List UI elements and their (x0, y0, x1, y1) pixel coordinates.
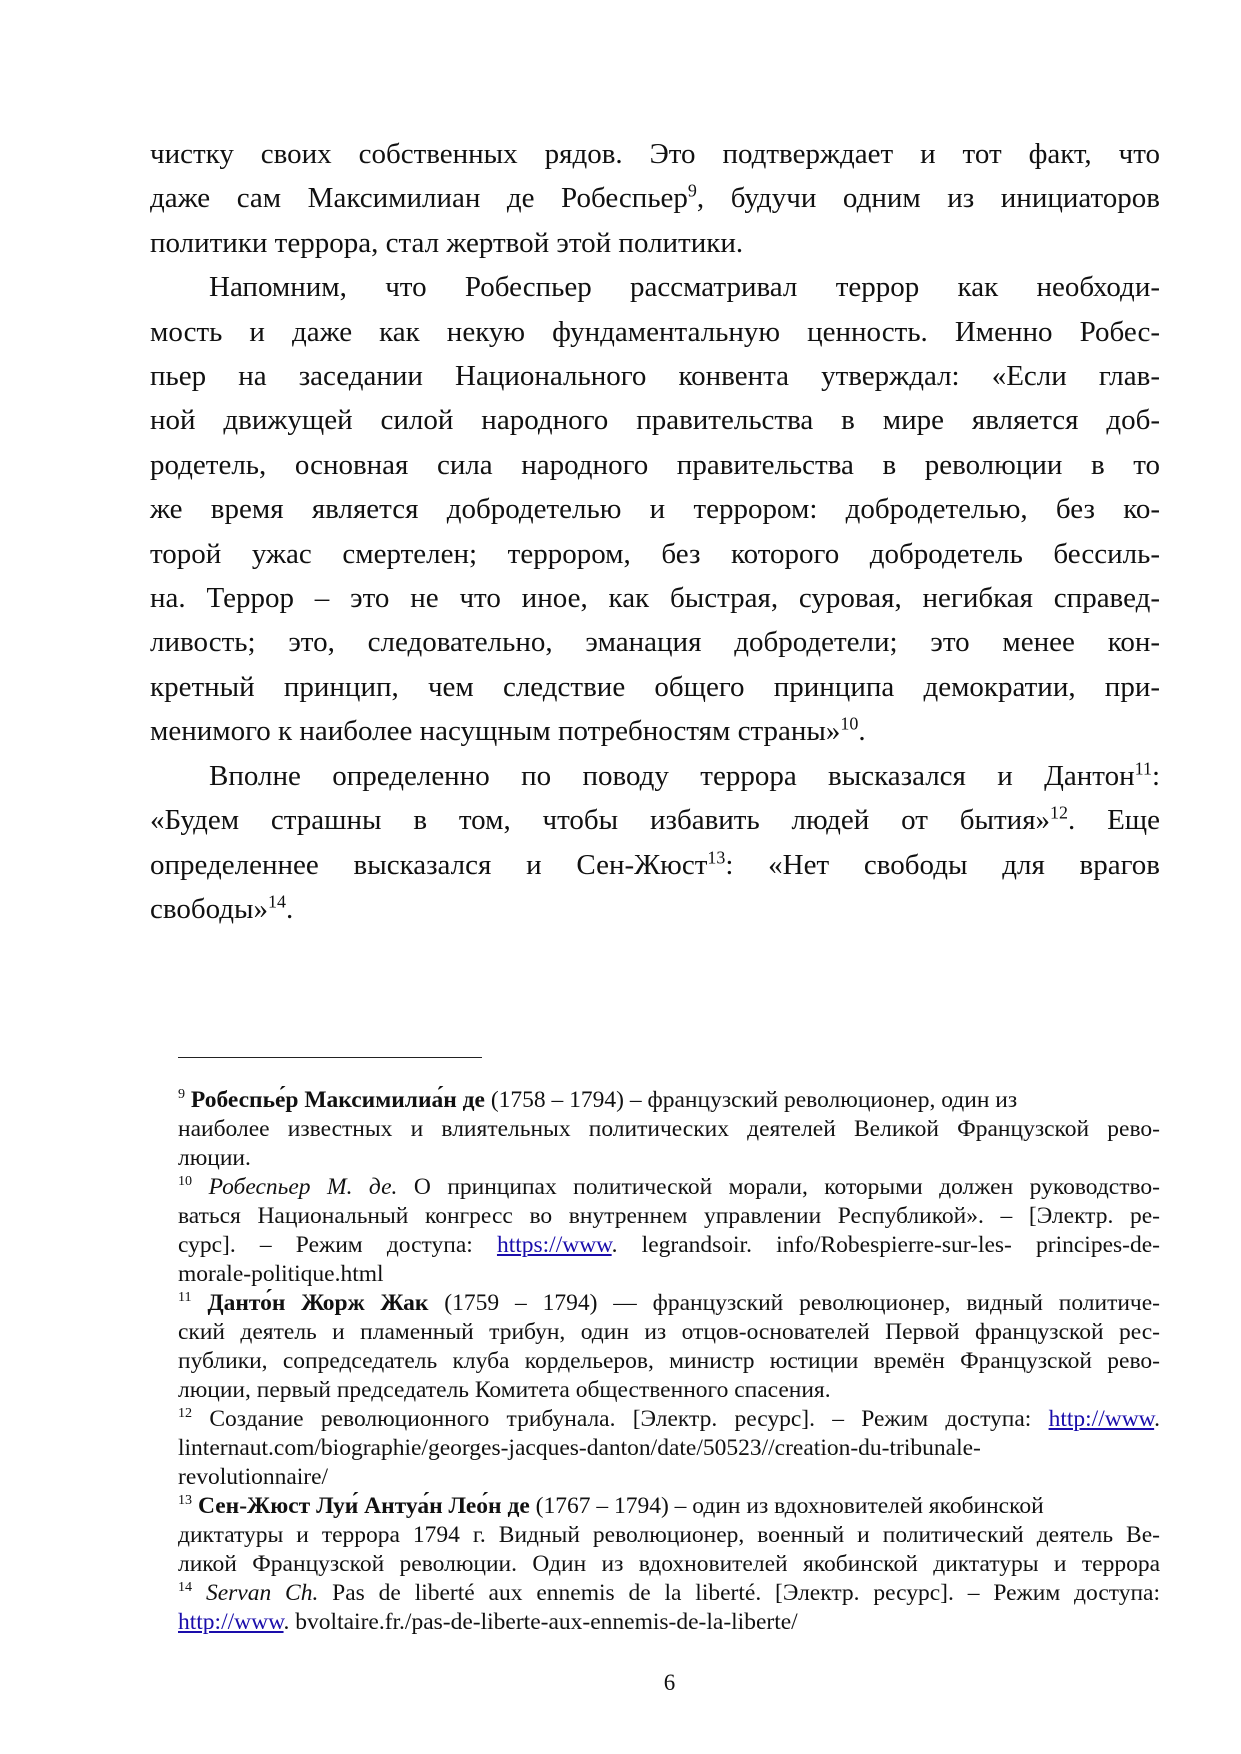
text-run: О принципах политической морали, которыми должен руководство- (397, 1174, 1161, 1200)
footnote-line (178, 1202, 1160, 1231)
footnote-ref: 11 (1134, 758, 1152, 779)
text-run (192, 1580, 206, 1606)
text-run: кретный принцип, чем следствие общего принципа демократии, при- (150, 670, 1160, 703)
text-run: люции, первый председатель Комитета общественного спасения. (178, 1377, 831, 1403)
text-run: ваться Национальный конгресс во внутреннем управлении Республикой». – [Электр. ре- (178, 1203, 1160, 1229)
footnote-ref: 13 (178, 1492, 193, 1509)
text-run: Напомним, что Робеспьер рассматривал террор как необходи- (209, 271, 1160, 304)
text-run: торой ужас смертелен; террором, без которого добродетель бессиль- (150, 537, 1160, 570)
italic-author: Робеспьер М. де. (208, 1174, 398, 1200)
text-line (150, 221, 1160, 265)
text-run: Pas de liberté aux ennemis de la liberté. [Электр. ресурс]. – Режим доступа: (318, 1580, 1161, 1606)
text-line (150, 487, 1160, 531)
text-run: диктатуры и террора 1794 г. Видный революционер, военный и политический деятель Ве- (178, 1522, 1160, 1548)
text-run: ский деятель и пламенный трибун, один из отцов-основателей Первой французской рес- (178, 1319, 1160, 1345)
footnote-separator (178, 1057, 482, 1058)
text-run: ной движущей силой народного правительства в мире является доб- (150, 404, 1160, 437)
footnote-line (178, 1347, 1160, 1376)
text-run: свободы» (150, 892, 269, 925)
text-line (150, 398, 1160, 442)
bold-name: Робеспье́р Максимилиа́н де (190, 1087, 485, 1113)
italic-author: Servan Ch. (205, 1580, 319, 1606)
text-line (150, 310, 1160, 354)
text-run: (1758 – 1794) – французский революционер, один из (484, 1087, 1018, 1113)
text-run: revolutionnaire/ (178, 1464, 329, 1490)
text-run: . legrandsoir. info/Robespierre-sur-les- principes-de- (611, 1232, 1160, 1258)
footnote-ref: 9 (178, 1086, 186, 1103)
text-run: Создание революционного трибунала. [Электр. ресурс]. – Режим доступа: (192, 1406, 1049, 1432)
footnote-line (178, 1318, 1160, 1347)
footnote-ref: 13 (707, 846, 726, 867)
text-run: . bvoltaire.fr./pas-de-liberte-aux-ennemis-de-la-liberte/ (283, 1609, 798, 1635)
text-run: люции. (178, 1145, 251, 1171)
footnote-ref: 10 (840, 713, 859, 734)
text-run: ликой Французской революции. Один из вдохновителей якобинской диктатуры и террора (178, 1551, 1160, 1577)
text-run: пьер на заседании Национального конвента утверждал: «Если глав- (150, 360, 1160, 393)
text-line (150, 576, 1160, 620)
footnote-line (178, 1550, 1160, 1579)
text-run: (1767 – 1794) – один из вдохновителей якобинской (529, 1493, 1044, 1519)
text-run: политики террора, стал жертвой этой политики. (150, 226, 744, 259)
text-run: родетель, основная сила народного правительства в революции в то (150, 448, 1160, 481)
footnote-line (178, 1144, 1160, 1173)
footnote-ref: 12 (1050, 802, 1068, 823)
text-run: , будучи одним из инициаторов (696, 182, 1160, 215)
footnote-line (178, 1086, 1160, 1115)
text-run: публики, сопредседатель клуба кордельеров, министр юстиции времён Французской рево- (178, 1348, 1160, 1374)
footnote-ref: 11 (178, 1289, 192, 1306)
footnote-line (178, 1579, 1160, 1608)
text-run: сурс]. – Режим доступа: (178, 1232, 497, 1258)
footnote-line (178, 1608, 1160, 1637)
footnote-ref: 10 (178, 1173, 193, 1190)
text-line (150, 754, 1160, 798)
text-run: morale-politique.html (178, 1261, 384, 1287)
footnote-line (178, 1173, 1160, 1202)
text-run: «Будем страшны в том, чтобы избавить людей от бытия» (150, 804, 1051, 837)
text-run: же время является добродетелью и террором: добродетелью, без ко- (150, 493, 1160, 526)
bold-name: Сен-Жюст Луи́ Антуа́н Лео́н де (197, 1493, 530, 1519)
footnote-line (178, 1231, 1160, 1260)
footnote-line (178, 1405, 1160, 1434)
text-line (150, 443, 1160, 487)
footnote-line (178, 1463, 1160, 1492)
text-line (150, 265, 1160, 309)
text-line (150, 354, 1160, 398)
text-run: на. Террор – это не что иное, как быстрая, суровая, негибкая справед- (150, 582, 1160, 615)
text-line (150, 665, 1160, 709)
text-run: менимого к наиболее насущным потребностям страны» (150, 715, 841, 748)
text-run (192, 1290, 208, 1316)
text-run: . Еще (1068, 804, 1160, 837)
footnote-line (178, 1492, 1160, 1521)
text-run: linternaut.com/biographie/georges-jacques-danton/date/50523//creation-du-tribunale- (178, 1435, 981, 1461)
link[interactable]: http://www (1048, 1406, 1155, 1432)
text-line (150, 887, 1160, 931)
footnote-line (178, 1376, 1160, 1405)
text-run: мость и даже как некую фундаментальную ценность. Именно Робес- (150, 315, 1160, 348)
text-run: чистку своих собственных рядов. Это подтверждает и тот факт, что (150, 138, 1160, 170)
link[interactable]: https://www (496, 1232, 612, 1258)
text-run: : «Нет свободы для врагов (725, 848, 1160, 881)
text-run (192, 1174, 208, 1200)
bold-name: Данто́н Жорж Жак (207, 1290, 429, 1316)
text-run: наиболее известных и влиятельных политических деятелей Великой Французской рево- (178, 1116, 1160, 1142)
footnote-line (178, 1260, 1160, 1289)
text-line (150, 132, 1160, 176)
text-line (150, 843, 1160, 887)
page-number: 6 (663, 1670, 676, 1695)
text-line (150, 176, 1160, 220)
text-run: : (1151, 759, 1160, 792)
text-run: (1759 – 1794) — французский революционер, видный политиче- (428, 1290, 1161, 1316)
footnote-ref: 14 (178, 1579, 193, 1596)
body-text (150, 132, 1160, 931)
footnote-ref: 14 (268, 891, 286, 912)
text-run: . (1154, 1406, 1160, 1432)
text-line (150, 532, 1160, 576)
text-line (150, 798, 1160, 842)
text-run: . (286, 892, 294, 925)
text-line (150, 620, 1160, 664)
footnote-line (178, 1434, 1160, 1463)
text-line (150, 709, 1160, 753)
footnote-line (178, 1521, 1160, 1550)
text-run: определеннее высказался и Сен-Жюст (150, 848, 708, 881)
footnotes (178, 1086, 1160, 1637)
link[interactable]: http://www (178, 1609, 284, 1635)
footnote-ref: 12 (178, 1405, 193, 1422)
text-run: . (858, 715, 866, 748)
footnote-ref: 9 (687, 180, 697, 201)
footnote-line (178, 1289, 1160, 1318)
footnote-line (178, 1115, 1160, 1144)
text-run: ливость; это, следовательно, эманация добродетели; это менее кон- (150, 626, 1160, 659)
text-run: даже сам Максимилиан де Робеспьер (150, 182, 688, 215)
text-run: Вполне определенно по поводу террора высказался и Дантон (209, 759, 1135, 792)
